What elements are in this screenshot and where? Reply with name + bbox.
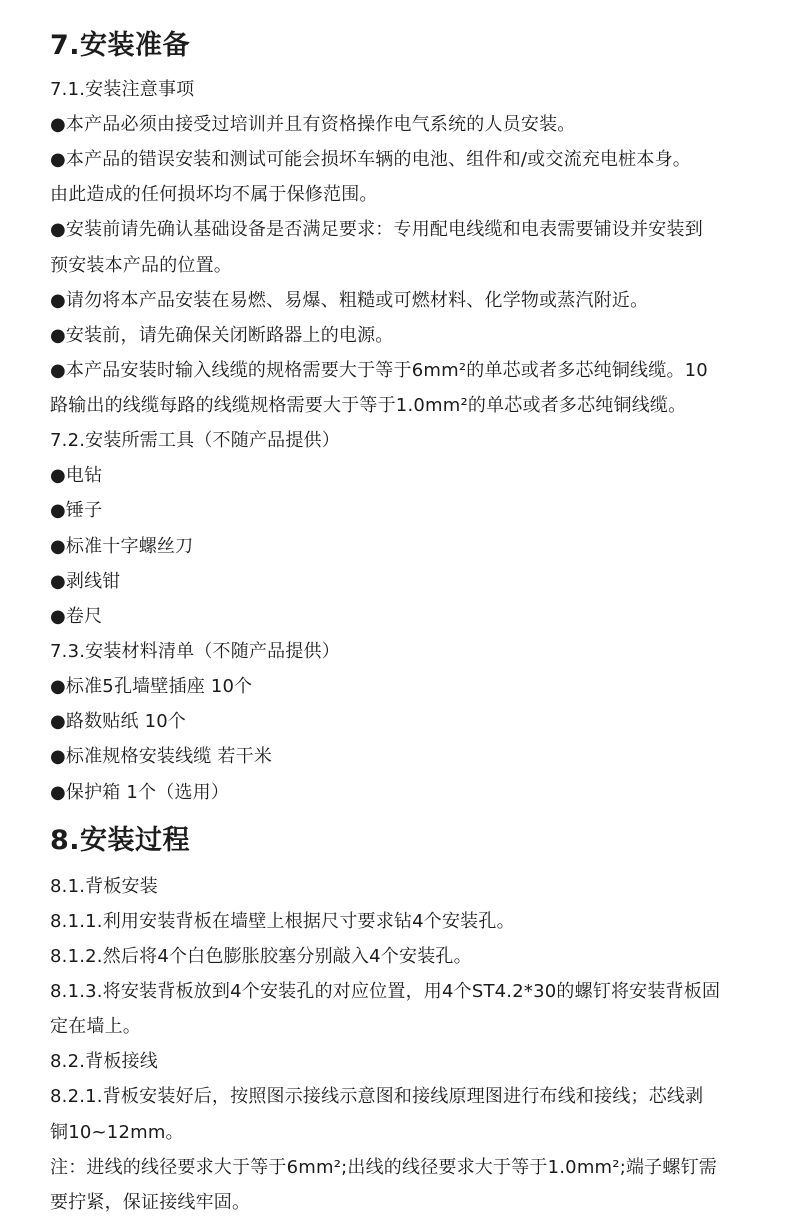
step-line: 8.1.2.然后将4个白色膨胀胶塞分别敲入4个安装孔。 (50, 946, 472, 967)
step-line: 8.1.1.利用安装背板在墙壁上根据尺寸要求钻4个安装孔。 (50, 911, 515, 932)
step-line: 定在墙上。 (50, 1016, 141, 1037)
section-7-title: 7.安装准备 (50, 30, 191, 61)
step-line: 8.2.1.背板安装好后，按照图示接线示意图和接线原理图进行布线和接线；芯线剥 (50, 1086, 704, 1107)
note-line: ●安装前，请先确保关闭断路器上的电源。 (50, 325, 394, 346)
subsection-8-1-title: 8.1.背板安装 (50, 876, 158, 897)
section-8-title: 8.安装过程 (50, 825, 191, 856)
tool-item: ●标准十字螺丝刀 (50, 536, 194, 557)
subsection-7-1-title: 7.1.安装注意事项 (50, 79, 195, 100)
tool-item: ●电钻 (50, 465, 103, 486)
subsection-7-2-title: 7.2.安装所需工具（不随产品提供） (50, 430, 340, 451)
tool-item: ●剥线钳 (50, 571, 121, 592)
material-item: ●路数贴纸 10个 (50, 711, 187, 732)
material-item: ●标准规格安装线缆 若干米 (50, 746, 273, 767)
material-item: ●标准5孔墙壁插座 10个 (50, 676, 253, 697)
tool-item: ●锤子 (50, 500, 103, 521)
note-line: 注：进线的线径要求大于等于6mm²;出线的线径要求大于等于1.0mm²;端子螺钉需 (50, 1157, 717, 1178)
tool-item: ●卷尺 (50, 606, 103, 627)
material-item: ●保护箱 1个（选用） (50, 782, 230, 803)
step-line: 铜10~12mm。 (50, 1122, 184, 1143)
note-line: 由此造成的任何损坏均不属于保修范围。 (50, 184, 378, 205)
note-line: ●本产品的错误安装和测试可能会损坏车辆的电池、组件和/或交流充电桩本身。 (50, 149, 691, 170)
note-line: ●请勿将本产品安装在易燃、易爆、粗糙或可燃材料、化学物或蒸汽附近。 (50, 290, 649, 311)
note-line: 要拧紧，保证接线牢固。 (50, 1192, 251, 1213)
subsection-7-3-title: 7.3.安装材料清单（不随产品提供） (50, 641, 340, 662)
note-line: ●安装前请先确认基础设备是否满足要求：专用配电线缆和电表需要铺设并安装到 (50, 219, 703, 240)
subsection-8-2-title: 8.2.背板接线 (50, 1051, 158, 1072)
note-line: ●本产品安装时输入线缆的规格需要大于等于6mm²的单芯或者多芯纯铜线缆。10 (50, 360, 708, 381)
note-line: 预安装本产品的位置。 (50, 255, 232, 276)
step-line: 8.1.3.将安装背板放到4个安装孔的对应位置，用4个ST4.2*30的螺钉将安装背板固 (50, 981, 721, 1002)
note-line: 路输出的线缆每路的线缆规格需要大于等于1.0mm²的单芯或者多芯纯铜线缆。 (50, 395, 687, 416)
note-line: ●本产品必须由接受过培训并且有资格操作电气系统的人员安装。 (50, 114, 576, 135)
